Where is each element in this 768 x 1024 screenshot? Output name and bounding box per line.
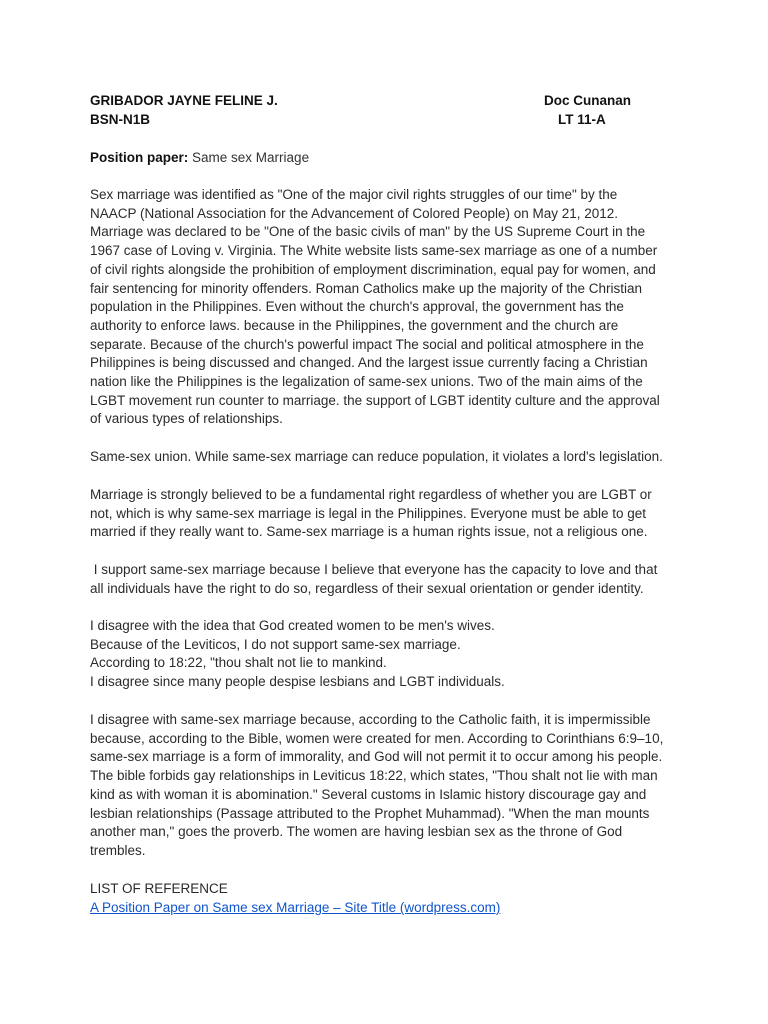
student-name: GRIBADOR JAYNE FELINE J. bbox=[90, 93, 278, 108]
paragraph-disagree-list bbox=[90, 617, 690, 692]
paragraph-line: Because of the Leviticos, I do not support same-sex marriage. bbox=[90, 636, 461, 652]
paragraph-line: I disagree with same-sex marriage because, according to the Catholic faith, it is impermissible bbox=[90, 712, 651, 727]
paragraph-line: I support same-sex marriage because I believe that everyone has the capacity to love and that bbox=[90, 562, 658, 577]
paragraph-line: because, according to the Bible, women were created for men. According to Corinthians 6:9–10, bbox=[90, 730, 664, 746]
paragraph-line: not, which is why same-sex marriage is legal in the Philippines. Everyone must be able to get bbox=[90, 505, 647, 521]
paragraph-line: NAACP (National Association for the Advancement of Colored People) on May 21, 2012. bbox=[90, 205, 619, 221]
paragraph-rights bbox=[90, 486, 690, 542]
paragraph-line: separate. Because of the church's powerful impact The social and political atmosphere in the bbox=[90, 336, 644, 352]
paragraph-line: Marriage is strongly believed to be a fundamental right regardless of whether you are LGBT or bbox=[90, 487, 652, 502]
paragraph-line: Marriage was declared to be "One of the basic civils of man" by the US Supreme Court in the bbox=[90, 224, 646, 240]
paragraph-line: authority to enforce laws. because in the Philippines, the government and the church are bbox=[90, 317, 619, 333]
paragraph-line: According to 18:22, "thou shalt not lie to mankind. bbox=[90, 655, 387, 671]
paragraph-line: of various types of relationships. bbox=[90, 411, 283, 427]
paragraph-line: I disagree with the idea that God created women to be men's wives. bbox=[90, 618, 495, 633]
paragraph-line: married if they really want to. Same-sex marriage is a human rights issue, not a religious one. bbox=[90, 524, 648, 540]
group-code: LT 11-A bbox=[558, 112, 606, 127]
paragraph-line: trembles. bbox=[90, 842, 146, 858]
paragraph-intro bbox=[90, 186, 690, 429]
paragraph-line: of civil rights alongside the prohibition of employment discrimination, equal pay for women, and bbox=[90, 261, 656, 277]
paragraph-union bbox=[90, 448, 690, 467]
paragraph-line: 1967 case of Loving v. Virginia. The White website lists same-sex marriage as one of a number bbox=[90, 243, 658, 259]
paragraph-line: same-sex marriage is a form of immorality, and God will not permit it to occur among his people. bbox=[90, 749, 663, 765]
paragraph-line: Philippines is being discussed and changed. And the largest issue currently facing a Christian bbox=[90, 355, 648, 371]
reference-link[interactable]: A Position Paper on Same sex Marriage – Site Title (wordpress.com) bbox=[90, 900, 501, 915]
paragraph-religious bbox=[90, 711, 690, 861]
paragraph-line: I disagree since many people despise lesbians and LGBT individuals. bbox=[90, 674, 505, 690]
paragraph-support bbox=[90, 561, 690, 598]
position-value: Same sex Marriage bbox=[192, 150, 310, 165]
position-line bbox=[90, 149, 309, 167]
paragraph-line: fair sentencing for minority offenders. Roman Catholics make up the majority of the Christian bbox=[90, 280, 643, 296]
paragraph-line: kind as with woman it is abomination." Several customs in Islamic history discourage gay and bbox=[90, 786, 647, 802]
position-label: Position paper: bbox=[90, 150, 189, 165]
paragraph-line: another man," goes the proverb. The women are having lesbian sex as the throne of God bbox=[90, 824, 623, 840]
paragraph-line: LGBT movement run counter to marriage. the support of LGBT identity culture and the approval bbox=[90, 392, 660, 408]
paragraph-line: population in the Philippines. Even without the church's approval, the government has the bbox=[90, 299, 624, 315]
paragraph-line: nation like the Philippines is the legalization of same-sex unions. Two of the main aims of the bbox=[90, 374, 643, 390]
paragraph-line: all individuals have the right to do so, regardless of their sexual orientation or gender identity. bbox=[90, 580, 644, 596]
paragraph-line: The bible forbids gay relationships in Leviticus 18:22, which states, "Thou shalt not lie with man bbox=[90, 768, 658, 784]
reference-heading: LIST OF REFERENCE bbox=[90, 881, 228, 896]
instructor-name: Doc Cunanan bbox=[544, 93, 632, 108]
paragraph-line: Sex marriage was identified as "One of the major civil rights struggles of our time" by the bbox=[90, 187, 618, 202]
paragraph-line: lesbian relationships (Passage attributed to the Prophet Muhammad). "When the man mounts bbox=[90, 805, 650, 821]
paragraph-line: Same-sex union. While same-sex marriage can reduce population, it violates a lord's legislation. bbox=[90, 449, 663, 464]
section-code: BSN-N1B bbox=[90, 112, 151, 127]
